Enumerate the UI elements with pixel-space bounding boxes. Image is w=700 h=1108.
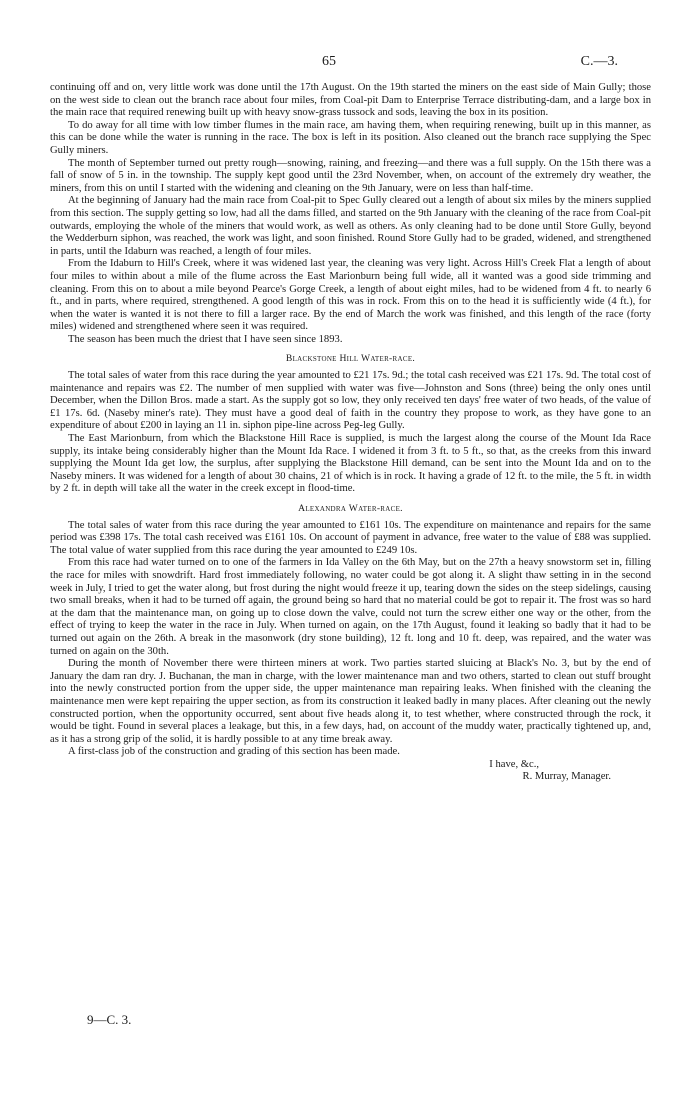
paragraph: The season has been much the driest that I have seen since 1893. bbox=[68, 333, 343, 345]
signature: R. Murray, Manager. bbox=[522, 771, 611, 783]
report-body bbox=[50, 82, 651, 784]
page-number: 65 bbox=[322, 54, 336, 69]
page-header bbox=[0, 54, 700, 72]
paragraph: A first-class job of the construction and grading of this section has been made. bbox=[68, 746, 400, 758]
paragraph: At the beginning of January had the main race from Coal-pit to Spec Gully cleared out a length of about six miles by the miners supplied from this section. The supply getting so low, had all the dams filled, and started on the 9th January with the cleaning of the race from Coal-pit outwards, employing the whole of the miners that would work, as well as others. As only cleaning had to be done until Store Gully, beyond the Wedderburn siphon, was reached, the work was light, and soon finished. Round Store Gully had to be graded, widened, and strengthened in parts, until the Idaburn was reached, a length of four miles. bbox=[50, 195, 651, 257]
signature-code: 9—C. 3. bbox=[87, 1012, 132, 1027]
paragraph: To do away for all time with low timber flumes in the main race, am having them, when requiring renewing, built up in this manner, as this can be done while the water is running in the race. The box is left in its position. Also cleaned out the branch race supplying the Spec Gully miners. bbox=[50, 119, 651, 156]
paragraph: During the month of November there were thirteen miners at work. Two parties started sluicing at Black's No. 3, but by the end of January the dam ran dry. J. Buchanan, the man in charge, with the lower maintenance man and two others, started to clean out stuff brought into the newly constructed portion from the upper side, the upper maintenance man repairing leaks. When finished with the cleaning the maintenance men were kept repairing the upper section, as from its construction it leaked badly in many places. After cleaning out the newly constructed portion, when the opportunity occurred, sent about five heads along it, to test whether, where constructed through the rock, it would be tight. Found in several places a leakage, but this, in a few days, had, on account of the muddy water, practically tightened up, and, as it has a strong grip of the solid, it is hardly possible to at any time break away. bbox=[50, 658, 651, 745]
paragraph: From the Idaburn to Hill's Creek, where it was widened last year, the cleaning was very light. Across Hill's Creek Flat a length of about four miles to within about a mile of the flume across the East Marionburn being full wide, all it wanted was a good side trimming and cleaning. From this on to about a mile beyond Pearce's Gorge Creek, a length of about eight miles, had to be widened from 4 ft. to nearly 6 ft., and in parts, where required, strengthened. A good length of this was in rock. From this on to the head it is sufficiently wide (4 ft.), for when the water is wanted it is not there to fill a larger race. By the end of March the work was finished, and this length of the race (forty miles) widened and strengthened where seen it was required. bbox=[50, 258, 651, 333]
section-heading-blackstone: Blackstone Hill Water-race. bbox=[285, 353, 416, 365]
paragraph: The total sales of water from this race during the year amounted to £161 10s. The expenditure on maintenance and repairs for the same period was £398 17s. The total cash received was £161 10s. On account of payment in advance, free water to the value of £88 was supplied. The total value of water supplied from this race during the year amounted to £249 10s. bbox=[50, 519, 651, 556]
document-code: C.—3. bbox=[580, 54, 618, 69]
paragraph: continuing off and on, very little work was done until the 17th August. On the 19th started the miners on the east side of Main Gully; those on the west side to clean out the branch race about four miles, from Coal-pit Dam to Enterprise Terrace distributing-dam, and a large box in the main race that required renewing built up with heavy snow-grass tussock and sods, leaving the box in its position. bbox=[50, 82, 651, 119]
paragraph: The month of September turned out pretty rough—snowing, raining, and freezing—and there was a full supply. On the 15th there was a fall of snow of 5 in. in the township. The supply kept good until the 23rd November, when, on account of the extremely dry weather, the miners, from this on until I started with the widening and cleaning on the 9th January, were on less than half-time. bbox=[50, 157, 651, 194]
paragraph: From this race had water turned on to one of the farmers in Ida Valley on the 6th May, but on the 27th a heavy snowstorm set in, filling the race for miles with snowdrift. Hard frost immediately following, no water could be got along it. A slight thaw setting in in the second week in July, I tried to get the water along, but frost during the night would freeze it up, tearing down the sides on the steep sidelings, causing two small breaks, when it had to be turned off again, the ground being so hard that no material could be got to repair it. The frost was so hard at the dam that the maintenance man, on going up to close down the valve, could not turn the screw either one way or the other, from the effect of trying to keep the water in the race in July. When turned on again, on the 17th August, found it leaking so badly that it had to be turned out again on the 26th. A break in the masonwork (dry stone building), 12 ft. long and 10 ft. deep, was repaired, and the water was turned on again on the 30th. bbox=[50, 557, 651, 657]
closing-block bbox=[50, 759, 651, 784]
section-heading-alexandra: Alexandra Water-race. bbox=[298, 503, 403, 514]
paragraph: The East Marionburn, from which the Blackstone Hill Race is supplied, is much the largest along the course of the Mount Ida Race supply, its intake being considerably higher than the Mount Ida Race. I widened it from 3 ft. to 5 ft., so that, as the creeks from this inward supplying the Mount Ida get low, the surplus, after supplying the Blackstone Hill demand, can be sent into the Mount Ida and on to the Naseby miners. It was widened for a length of about 30 chains, 21 of which is in rock. It having a grade of 12 ft. to the mile, the 5 ft. in width by 2 ft. in depth will take all the water in the creek except in flood-time. bbox=[50, 433, 651, 495]
salutation: I have, &c., bbox=[489, 758, 539, 770]
paragraph: The total sales of water from this race during the year amounted to £21 17s. 9d.; the total cash received was £21 17s. 9d. The total cost of maintenance and repairs was £2. The number of men supplied with water was five—Johnston and Sons (three) being the only ones until December, when the Dillon Bros. made a start. As the supply got so low, they only received ten days' free water of two heads, of the value of £1 17s. 6d. (Naseby miner's rate). They must have a good deal of faith in the country they propose to work, as they have gone to an expenditure of about £200 in laying an 11 in. siphon pipe-line across Peg-leg Gully. bbox=[50, 370, 651, 432]
